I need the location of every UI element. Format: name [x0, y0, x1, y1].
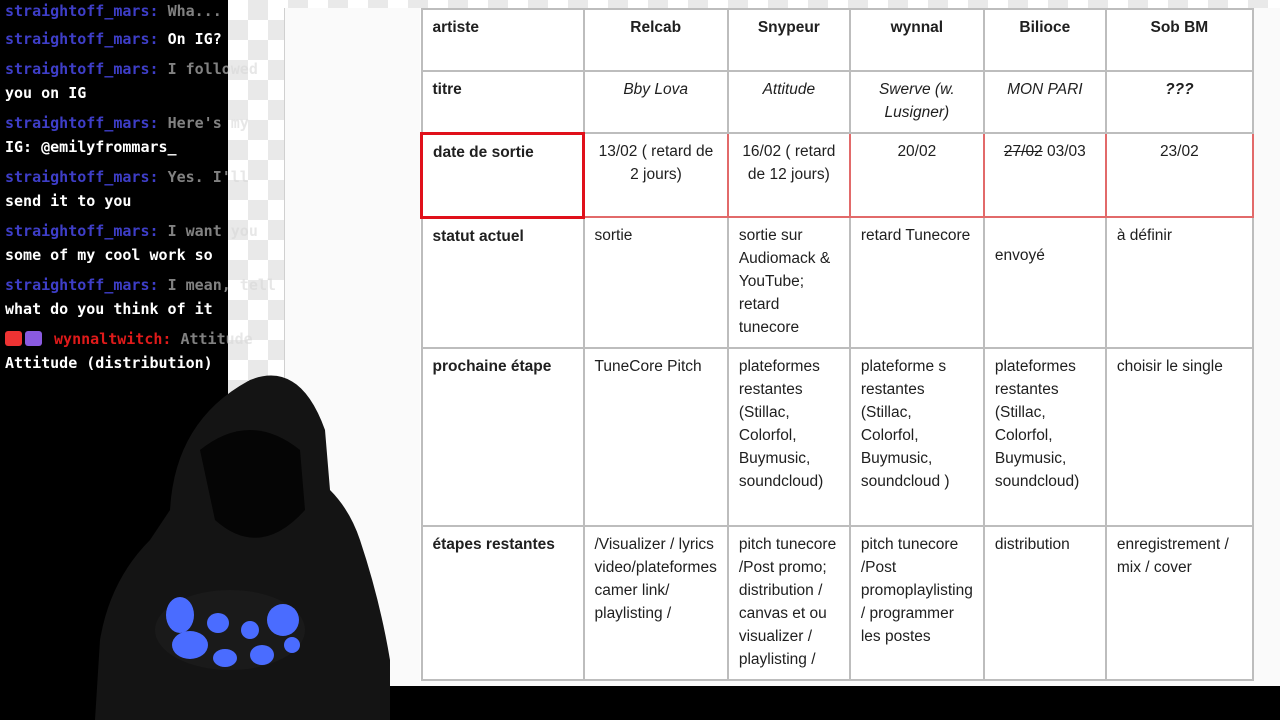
- chat-message: straightoff_mars: On IG?: [5, 30, 222, 48]
- next-step-cell[interactable]: plateforme s restantes (Stillac, Colorfol, Buymusic, soundcloud ): [850, 348, 984, 526]
- release-date-row: [422, 133, 1253, 217]
- date-cell[interactable]: 20/02: [850, 133, 984, 217]
- row-header-statut-actuel[interactable]: statut actuel: [422, 217, 584, 348]
- artist-cell[interactable]: Snypeur: [728, 9, 850, 71]
- remaining-step-cell[interactable]: distribution: [984, 526, 1106, 680]
- title-row: [422, 71, 1253, 133]
- chat-message: straightoff_mars: Yes. I'll: [5, 168, 249, 186]
- status-cell[interactable]: sortie: [584, 217, 728, 348]
- remaining-step-cell[interactable]: enregistrement / mix / cover: [1106, 526, 1253, 680]
- title-cell[interactable]: ???: [1106, 71, 1253, 133]
- webcam-overlay: [0, 340, 400, 720]
- stream-chat-overlay: [0, 0, 350, 380]
- title-cell[interactable]: Swerve (w. Lusigner): [850, 71, 984, 133]
- chat-message-continued: Attitude (distribution): [5, 354, 213, 372]
- remaining-steps-row: [422, 526, 1253, 680]
- date-cell[interactable]: [984, 133, 1106, 217]
- chat-message: wynnaltwitch: Attitude: [5, 330, 253, 348]
- remaining-step-cell[interactable]: /Visualizer / lyrics video/plateformes camer link/ playlisting /: [584, 526, 728, 680]
- title-cell[interactable]: Attitude: [728, 71, 850, 133]
- chat-message-continued: some of my cool work so: [5, 246, 213, 264]
- chat-message: straightoff_mars: Here's my: [5, 114, 249, 132]
- row-header-titre[interactable]: titre: [422, 71, 584, 133]
- next-step-cell[interactable]: plateformes restantes (Stillac, Colorfol, Buymusic, soundcloud): [984, 348, 1106, 526]
- status-row: [422, 217, 1253, 348]
- row-header-prochaine-etape[interactable]: prochaine étape: [422, 348, 584, 526]
- date-cell[interactable]: 23/02: [1106, 133, 1253, 217]
- status-cell[interactable]: à définir: [1106, 217, 1253, 348]
- chat-message-continued: IG: @emilyfrommars_: [5, 138, 177, 156]
- release-tracking-table: [420, 8, 1254, 681]
- next-step-row: [422, 348, 1253, 526]
- date-cell[interactable]: 16/02 ( retard de 12 jours): [728, 133, 850, 217]
- artist-cell[interactable]: Relcab: [584, 9, 728, 71]
- title-cell[interactable]: Bby Lova: [584, 71, 728, 133]
- struck-date: 27/02: [1003, 143, 1043, 160]
- row-header-date-de-sortie[interactable]: date de sortie: [422, 133, 584, 217]
- title-cell[interactable]: MON PARI: [984, 71, 1106, 133]
- row-header-artiste[interactable]: artiste: [422, 9, 584, 71]
- remaining-step-cell[interactable]: pitch tunecore /Post promo; distribution / canvas et ou visualizer / playlisting /: [728, 526, 850, 680]
- chat-background: [0, 0, 228, 380]
- status-cell[interactable]: envoyé: [984, 217, 1106, 348]
- date-cell[interactable]: 13/02 ( retard de 2 jours): [584, 133, 728, 217]
- next-step-cell[interactable]: choisir le single: [1106, 348, 1253, 526]
- next-step-cell[interactable]: plateformes restantes (Stillac, Colorfol, Buymusic, soundcloud): [728, 348, 850, 526]
- chat-message-continued: you on IG: [5, 84, 87, 102]
- artist-cell[interactable]: Bilioce: [984, 9, 1106, 71]
- header-row: [422, 9, 1253, 71]
- chat-message-continued: what do you think of it: [5, 300, 213, 318]
- chat-message: straightoff_mars: Wha...: [5, 2, 222, 20]
- artist-cell[interactable]: wynnal: [850, 9, 984, 71]
- status-cell[interactable]: retard Tunecore: [850, 217, 984, 348]
- chat-message: straightoff_mars: I mean, tell: [5, 276, 276, 294]
- chat-message-continued: send it to you: [5, 192, 132, 210]
- row-header-etapes-restantes[interactable]: étapes restantes: [422, 526, 584, 680]
- next-step-cell[interactable]: TuneCore Pitch: [584, 348, 728, 526]
- chat-message: straightoff_mars: I followed: [5, 60, 258, 78]
- new-date: 03/03: [1047, 143, 1086, 160]
- artist-cell[interactable]: Sob BM: [1106, 9, 1253, 71]
- chat-message: straightoff_mars: I want you: [5, 222, 258, 240]
- remaining-step-cell[interactable]: pitch tunecore /Post promoplaylisting / programmer les postes: [850, 526, 984, 680]
- status-cell[interactable]: sortie sur Audiomack & YouTube; retard tunecore: [728, 217, 850, 348]
